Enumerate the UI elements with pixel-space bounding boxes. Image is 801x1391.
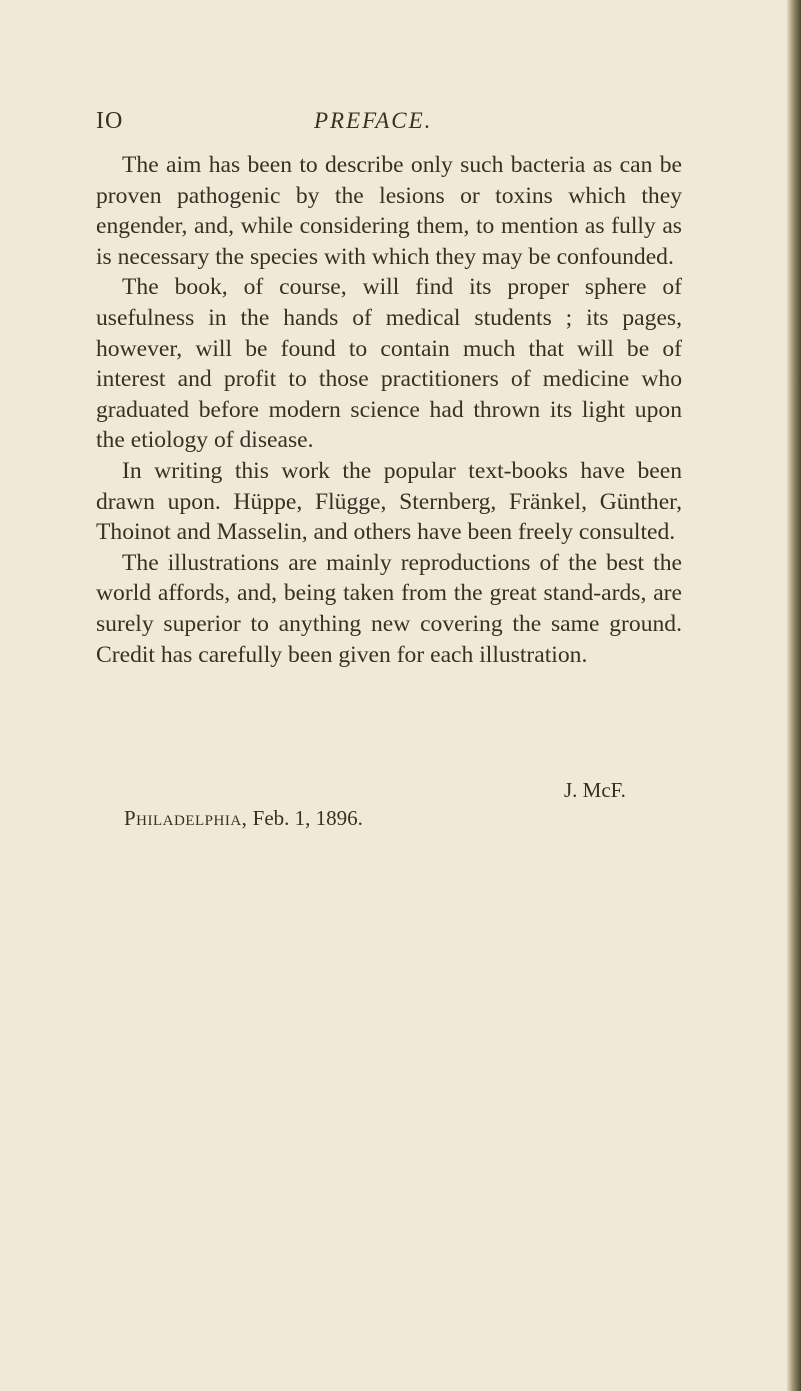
page-number: IO: [96, 108, 124, 134]
place-date-line: [124, 806, 363, 831]
paragraph-illustrations: The illustrations are mainly reproductions of the best the world affords, and, being taken from the great stand-ards, are surely superior to anything new covering the same ground. Credit has carefully been given for each illustration.: [96, 549, 682, 668]
paragraph-aim: The aim has been to describe only such bacteria as can be proven pathogenic by the lesions or toxins which they engender, and, while considering them, to mention as fully as is necessary the species with which they may be confounded.: [96, 152, 682, 270]
page-header: [0, 108, 801, 138]
author-signature: J. McF.: [564, 778, 626, 802]
paragraph-sources: In writing this work the popular text-books have been drawn upon. Hüppe, Flügge, Sternberg, Fränkel, Günther, Thoinot and Masselin, and others have been freely consulted.: [96, 457, 682, 546]
place: Philadelphia,: [124, 806, 248, 830]
date: Feb. 1, 1896.: [252, 806, 363, 830]
paragraph-usefulness: The book, of course, will find its proper sphere of usefulness in the hands of medical students ; its pages, however, will be found to contain much that will be of interest and profit to those practitioners of medicine who graduated before modern science had thrown its light upon the etiology of disease.: [96, 274, 682, 454]
page-edge: [787, 0, 801, 1391]
running-title: PREFACE.: [314, 108, 433, 133]
preface-body: [96, 150, 682, 670]
